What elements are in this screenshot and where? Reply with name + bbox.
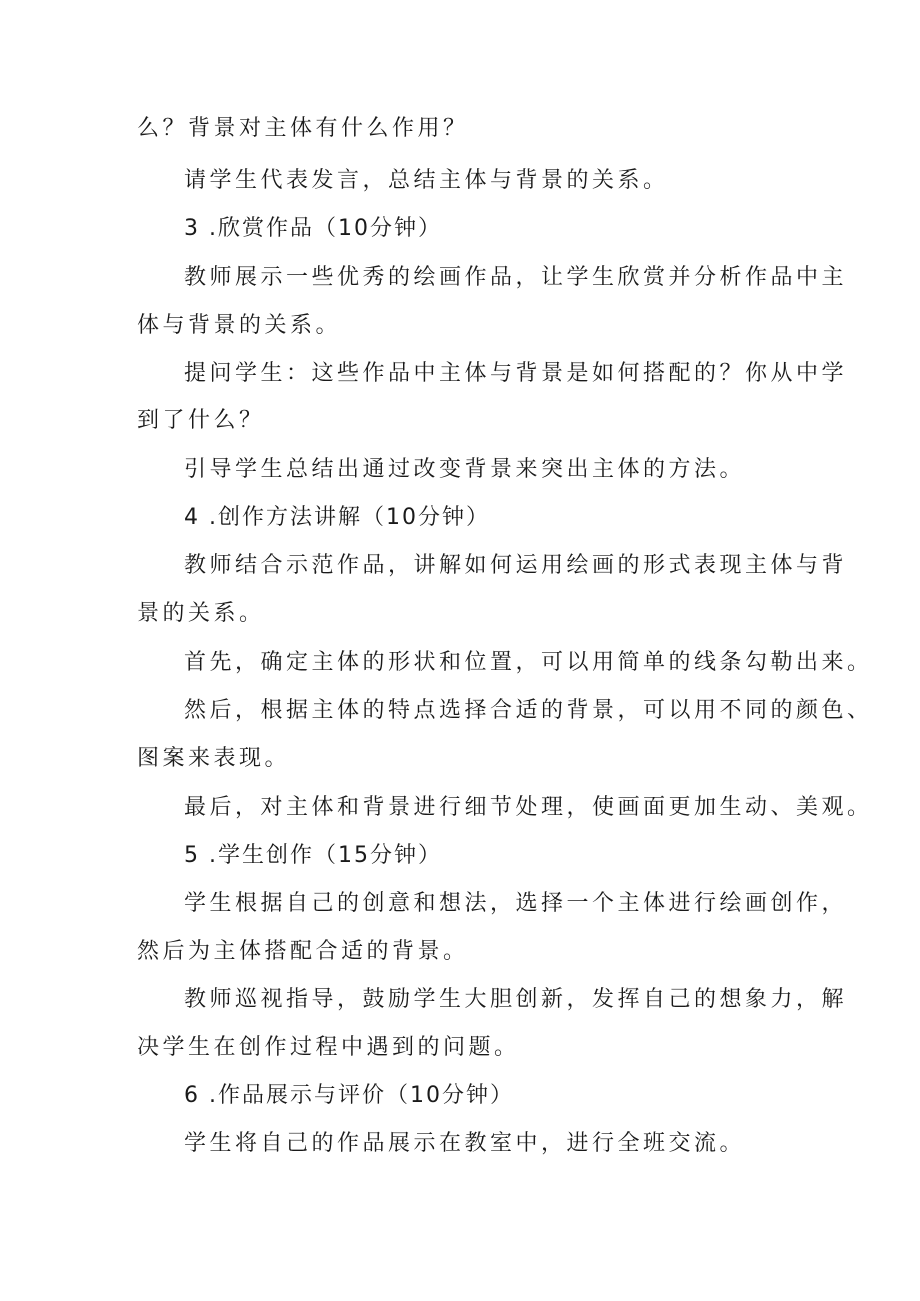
- section-heading-6: 6 .作品展示与评价（10分钟）: [184, 1083, 514, 1108]
- paragraph-line: 引导学生总结出通过改变背景来突出主体的方法。: [184, 457, 746, 482]
- paragraph-line: 教师巡视指导，鼓励学生大胆创新，发挥自己的想象力，解: [184, 987, 848, 1012]
- paragraph-line: 体与背景的关系。: [137, 313, 342, 338]
- paragraph-line: 然后为主体搭配合适的背景。: [137, 939, 469, 964]
- paragraph-line: 学生根据自己的创意和想法，选择一个主体进行绘画创作，: [184, 891, 848, 916]
- paragraph-line: 然后，根据主体的特点选择合适的背景，可以用不同的颜色、: [184, 698, 873, 723]
- paragraph-line: 首先，确定主体的形状和位置，可以用简单的线条勾勒出来。: [184, 650, 873, 675]
- paragraph-line: 景的关系。: [137, 601, 265, 626]
- paragraph-line: 教师结合示范作品，讲解如何运用绘画的形式表现主体与背: [184, 553, 848, 578]
- paragraph-line: 到了什么？: [137, 408, 265, 433]
- paragraph-line: 提问学生：这些作品中主体与背景是如何搭配的？你从中学: [184, 361, 848, 386]
- paragraph-line: 图案来表现。: [137, 746, 291, 771]
- paragraph-line: 么？背景对主体有什么作用？: [137, 116, 469, 141]
- section-heading-3: 3 .欣赏作品（10分钟）: [184, 216, 442, 241]
- section-heading-5: 5 .学生创作（15分钟）: [184, 843, 442, 868]
- paragraph-line: 学生将自己的作品展示在教室中，进行全班交流。: [184, 1131, 746, 1156]
- section-heading-4: 4 .创作方法讲解（10分钟）: [184, 505, 490, 530]
- paragraph-line: 决学生在创作过程中遇到的问题。: [137, 1035, 520, 1060]
- paragraph-line: 最后，对主体和背景进行细节处理，使画面更加生动、美观。: [184, 795, 873, 820]
- paragraph-line: 教师展示一些优秀的绘画作品，让学生欣赏并分析作品中主: [184, 265, 848, 290]
- paragraph-line: 请学生代表发言，总结主体与背景的关系。: [184, 168, 669, 193]
